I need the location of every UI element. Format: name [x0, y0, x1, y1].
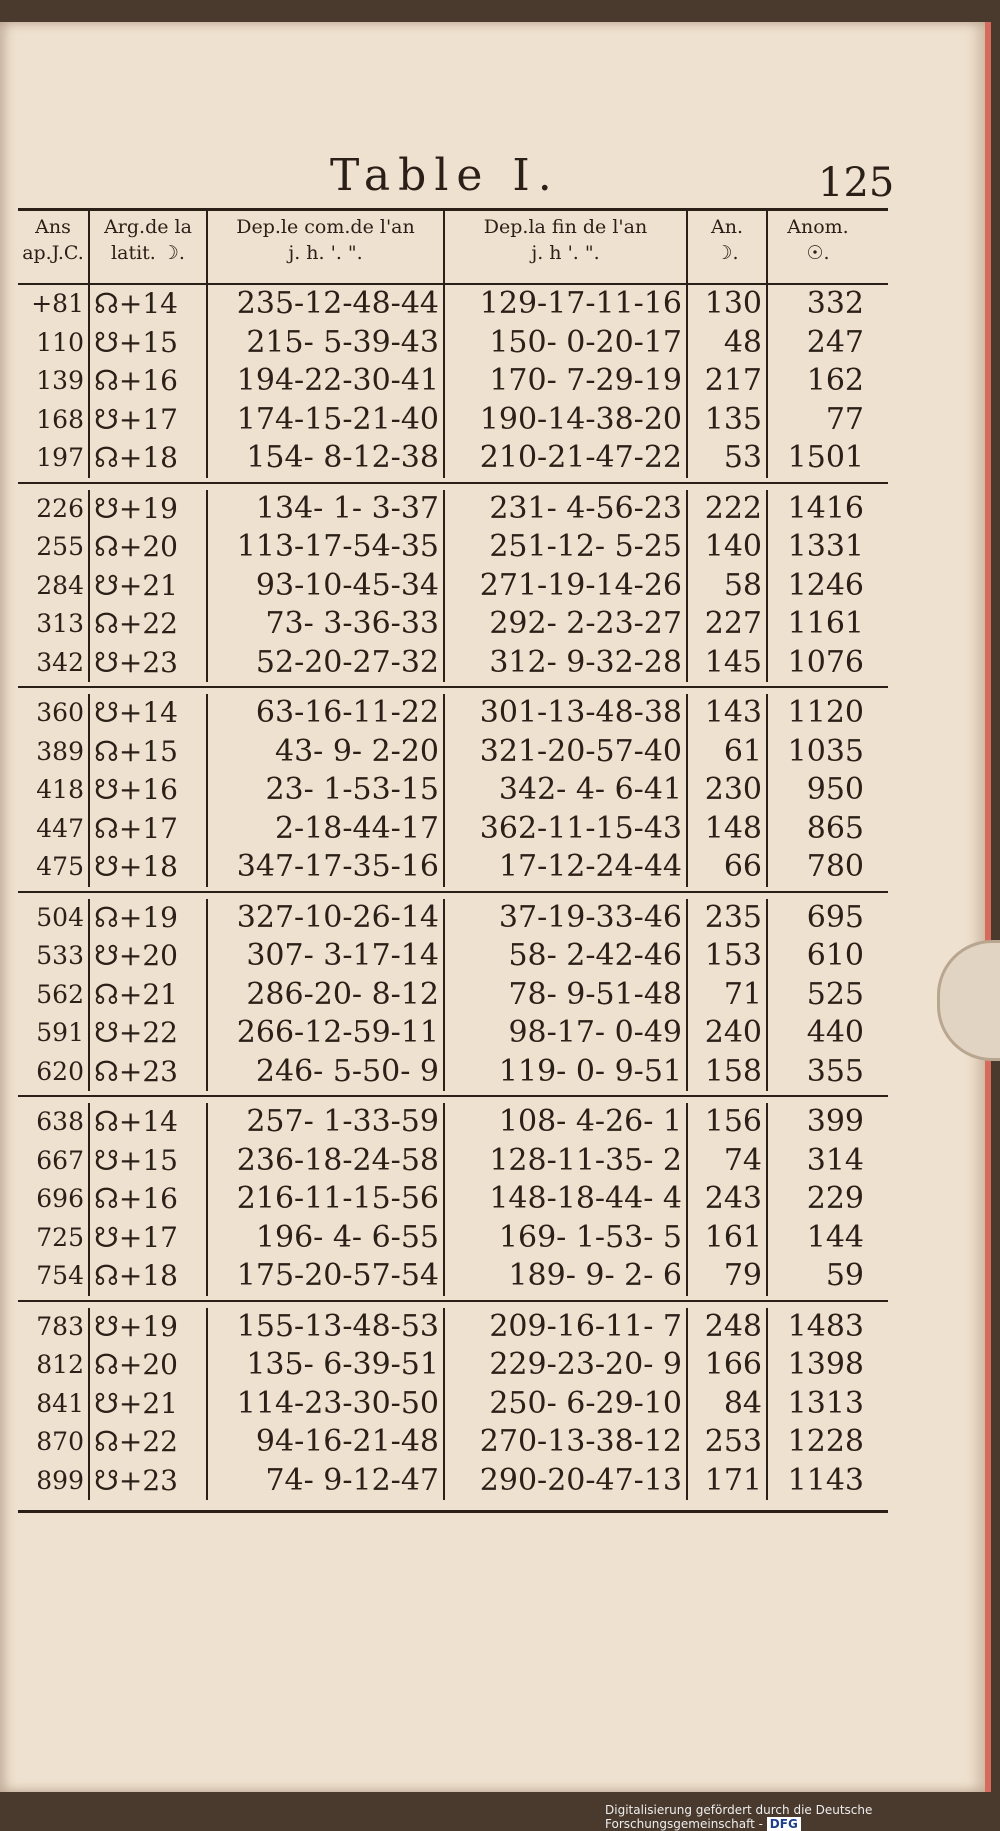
table-cell: 74- 9-12-47 — [208, 1462, 445, 1501]
table-cell: 255 — [18, 528, 90, 567]
table-cell: 1076 — [787, 644, 864, 680]
table-cell: 865 — [806, 810, 864, 846]
table-cell: 695 — [806, 899, 864, 935]
table-row — [18, 1053, 888, 1092]
table-cell: 162 — [806, 363, 864, 398]
table-body — [18, 285, 888, 1504]
table-cell: 235 — [688, 899, 768, 938]
table-row — [18, 1308, 888, 1347]
table-cell: 290-20-47-13 — [445, 1462, 688, 1501]
table-cell: 98-17- 0-49 — [445, 1014, 688, 1053]
table-cell: 226 — [18, 490, 90, 529]
table-row — [18, 605, 888, 644]
table-cell: 307- 3-17-14 — [208, 937, 445, 976]
table-cell: 135 — [688, 401, 768, 440]
table-cell: 63-16-11-22 — [208, 694, 445, 733]
row-group — [18, 490, 888, 689]
table-cell: ☊+23 — [90, 1053, 208, 1092]
table-row — [18, 1462, 888, 1501]
table-cell: 591 — [18, 1014, 90, 1053]
row-group — [18, 1103, 888, 1302]
table-cell: 135- 6-39-51 — [208, 1346, 445, 1385]
page-number: 125 — [818, 160, 895, 206]
table-cell: 169- 1-53- 5 — [445, 1219, 688, 1258]
table-cell: 610 — [806, 938, 864, 973]
table-cell: 145 — [688, 644, 768, 683]
table-cell: 286-20- 8-12 — [208, 976, 445, 1015]
table-cell: ☋+19 — [90, 1308, 208, 1347]
table-cell: 313 — [18, 605, 90, 644]
table-cell: 1331 — [787, 529, 864, 564]
row-group — [18, 694, 888, 893]
footer-text: Digitalisierung gefördert durch die Deutsche Forschungsgemeinschaft - — [605, 1803, 873, 1831]
table-cell: 93-10-45-34 — [208, 567, 445, 606]
table-cell: 52-20-27-32 — [208, 644, 445, 683]
table-cell: 1483 — [787, 1308, 864, 1344]
dfg-logo: DFG — [767, 1817, 801, 1831]
table-row — [18, 733, 888, 772]
table-cell: 235-12-48-44 — [208, 285, 445, 324]
table-cell: 950 — [806, 772, 864, 807]
table-cell: ☊+14 — [90, 285, 208, 324]
table-cell: 84 — [688, 1385, 768, 1424]
table-cell: 71 — [688, 976, 768, 1015]
table-cell: 190-14-38-20 — [445, 401, 688, 440]
table-cell: 1501 — [787, 440, 864, 475]
table-cell: 74 — [688, 1142, 768, 1181]
row-group — [18, 899, 888, 1098]
column-header-0: Ans ap.J.C. — [18, 211, 90, 283]
row-group — [18, 1308, 888, 1505]
table-cell: 562 — [18, 976, 90, 1015]
table-cell: 189- 9- 2- 6 — [445, 1257, 688, 1296]
table-cell: 48 — [688, 324, 768, 363]
table-cell: 362-11-15-43 — [445, 810, 688, 849]
row-group — [18, 285, 888, 484]
table-cell: 342 — [18, 644, 90, 683]
table-cell: 783 — [18, 1308, 90, 1347]
table-cell: 144 — [806, 1219, 864, 1255]
table-cell: 171 — [688, 1462, 768, 1501]
table-row — [18, 490, 888, 529]
table-cell: 447 — [18, 810, 90, 849]
table-cell: 292- 2-23-27 — [445, 605, 688, 644]
table-cell: 899 — [18, 1462, 90, 1501]
table-row — [18, 1103, 888, 1142]
table-cell: 620 — [18, 1053, 90, 1092]
table-cell: 667 — [18, 1142, 90, 1181]
table-cell: 37-19-33-46 — [445, 899, 688, 938]
table-cell: 229 — [806, 1181, 864, 1216]
table-cell: 231- 4-56-23 — [445, 490, 688, 529]
table-cell: 1035 — [787, 733, 864, 769]
table-row — [18, 1346, 888, 1385]
table-cell: 1398 — [787, 1347, 864, 1382]
table-cell: 210-21-47-22 — [445, 439, 688, 478]
table-cell: ☊+19 — [90, 899, 208, 938]
table-cell: 119- 0- 9-51 — [445, 1053, 688, 1092]
table-cell: 154- 8-12-38 — [208, 439, 445, 478]
column-header-5: Anom. ☉. — [787, 216, 849, 264]
table-cell: 1246 — [787, 567, 864, 603]
table-cell: ☋+14 — [90, 694, 208, 733]
table-cell: 246- 5-50- 9 — [208, 1053, 445, 1092]
table-row — [18, 1385, 888, 1424]
table-cell: 153 — [688, 937, 768, 976]
table-row — [18, 810, 888, 849]
table-cell: 418 — [18, 771, 90, 810]
table-cell: 1313 — [787, 1385, 864, 1421]
column-header-2: Dep.le com.de l'an j. h. '. ". — [208, 211, 445, 283]
table-cell: 227 — [688, 605, 768, 644]
table-cell: 61 — [688, 733, 768, 772]
table-cell: 314 — [806, 1142, 864, 1178]
table-cell: 73- 3-36-33 — [208, 605, 445, 644]
table-row — [18, 1423, 888, 1462]
table-cell: 332 — [806, 286, 864, 321]
table-cell: 66 — [688, 848, 768, 887]
table-cell: 216-11-15-56 — [208, 1180, 445, 1219]
table-cell: ☋+20 — [90, 937, 208, 976]
table-cell: 271-19-14-26 — [445, 567, 688, 606]
table-row — [18, 362, 888, 401]
table-cell: 360 — [18, 694, 90, 733]
table-cell: 53 — [688, 439, 768, 478]
table-cell: 1161 — [787, 606, 864, 641]
table-cell: 236-18-24-58 — [208, 1142, 445, 1181]
table-cell: 355 — [806, 1053, 864, 1089]
table-cell: 1120 — [787, 695, 864, 730]
table-cell: 504 — [18, 899, 90, 938]
table-cell: 166 — [688, 1346, 768, 1385]
table-cell: 17-12-24-44 — [445, 848, 688, 887]
table-cell: 230 — [688, 771, 768, 810]
table-row — [18, 324, 888, 363]
table-cell: ☊+22 — [90, 1423, 208, 1462]
table-cell: ☋+22 — [90, 1014, 208, 1053]
table-cell: 113-17-54-35 — [208, 528, 445, 567]
table-cell: 23- 1-53-15 — [208, 771, 445, 810]
table-cell: 78- 9-51-48 — [445, 976, 688, 1015]
table-cell: 58- 2-42-46 — [445, 937, 688, 976]
table-cell: 347-17-35-16 — [208, 848, 445, 887]
table-cell: ☊+14 — [90, 1103, 208, 1142]
table-cell: 321-20-57-40 — [445, 733, 688, 772]
table-cell: 253 — [688, 1423, 768, 1462]
table-cell: 215- 5-39-43 — [208, 324, 445, 363]
table-row — [18, 937, 888, 976]
table-cell: ☋+18 — [90, 848, 208, 887]
table-cell: ☊+20 — [90, 528, 208, 567]
table-cell: ☊+22 — [90, 605, 208, 644]
table-cell: 108- 4-26- 1 — [445, 1103, 688, 1142]
table-cell: 284 — [18, 567, 90, 606]
table-cell: 229-23-20- 9 — [445, 1346, 688, 1385]
table-cell: 156 — [688, 1103, 768, 1142]
table-row — [18, 567, 888, 606]
table-header-row — [18, 211, 888, 285]
table-cell: 161 — [688, 1219, 768, 1258]
table-cell: 475 — [18, 848, 90, 887]
table-cell: 1416 — [787, 490, 864, 526]
table-cell: 270-13-38-12 — [445, 1423, 688, 1462]
table-row — [18, 848, 888, 887]
table-cell: 148-18-44- 4 — [445, 1180, 688, 1219]
table-cell: 257- 1-33-59 — [208, 1103, 445, 1142]
table-cell: 170- 7-29-19 — [445, 362, 688, 401]
table-row — [18, 694, 888, 733]
page-title: Table I. — [330, 150, 560, 201]
table-cell: 222 — [688, 490, 768, 529]
table-cell: ☋+21 — [90, 567, 208, 606]
table-cell: ☋+23 — [90, 1462, 208, 1501]
table-cell: 217 — [688, 362, 768, 401]
table-cell: ☊+20 — [90, 1346, 208, 1385]
table-cell: 196- 4- 6-55 — [208, 1219, 445, 1258]
table-cell: 143 — [688, 694, 768, 733]
table-cell: 94-16-21-48 — [208, 1423, 445, 1462]
table-cell: 77 — [825, 401, 864, 437]
table-cell: ☊+17 — [90, 810, 208, 849]
table-cell: 128-11-35- 2 — [445, 1142, 688, 1181]
table-cell: 870 — [18, 1423, 90, 1462]
table-cell: ☊+18 — [90, 439, 208, 478]
column-header-1: Arg.de la latit. ☽. — [90, 211, 208, 283]
table-cell: 43- 9- 2-20 — [208, 733, 445, 772]
table-cell: 266-12-59-11 — [208, 1014, 445, 1053]
table-cell: 440 — [806, 1015, 864, 1050]
table-cell: 327-10-26-14 — [208, 899, 445, 938]
table-cell: ☊+16 — [90, 1180, 208, 1219]
digitization-footer — [605, 1803, 1000, 1831]
table-cell: 312- 9-32-28 — [445, 644, 688, 683]
table-cell: ☋+15 — [90, 1142, 208, 1181]
table-cell: 533 — [18, 937, 90, 976]
table-cell: 2-18-44-17 — [208, 810, 445, 849]
table-cell: 110 — [18, 324, 90, 363]
table-cell: 175-20-57-54 — [208, 1257, 445, 1296]
table-cell: 301-13-48-38 — [445, 694, 688, 733]
table-cell: 209-16-11- 7 — [445, 1308, 688, 1347]
table-cell: 247 — [806, 324, 864, 360]
table-cell: 150- 0-20-17 — [445, 324, 688, 363]
table-row — [18, 1180, 888, 1219]
table-cell: ☊+15 — [90, 733, 208, 772]
table-row — [18, 528, 888, 567]
table-cell: 139 — [18, 362, 90, 401]
table-cell: 174-15-21-40 — [208, 401, 445, 440]
table-row — [18, 899, 888, 938]
table-cell: ☊+16 — [90, 362, 208, 401]
table-row — [18, 644, 888, 683]
page-header — [0, 150, 1000, 210]
table-row — [18, 976, 888, 1015]
table-cell: 148 — [688, 810, 768, 849]
table-row — [18, 439, 888, 478]
table-cell: 243 — [688, 1180, 768, 1219]
table-cell: 130 — [688, 285, 768, 324]
table-cell: ☋+17 — [90, 401, 208, 440]
table-cell: ☊+21 — [90, 976, 208, 1015]
astronomical-table — [18, 208, 888, 1513]
table-cell: ☋+17 — [90, 1219, 208, 1258]
table-cell: 399 — [806, 1104, 864, 1139]
table-cell: 342- 4- 6-41 — [445, 771, 688, 810]
table-cell: 638 — [18, 1103, 90, 1142]
table-row — [18, 401, 888, 440]
table-row — [18, 1257, 888, 1296]
table-cell: 754 — [18, 1257, 90, 1296]
table-cell: 129-17-11-16 — [445, 285, 688, 324]
table-cell: 725 — [18, 1219, 90, 1258]
table-cell: ☋+16 — [90, 771, 208, 810]
table-row — [18, 1142, 888, 1181]
table-cell: ☊+18 — [90, 1257, 208, 1296]
table-cell: 240 — [688, 1014, 768, 1053]
table-row — [18, 771, 888, 810]
table-cell: 812 — [18, 1346, 90, 1385]
table-cell: 250- 6-29-10 — [445, 1385, 688, 1424]
table-cell: 194-22-30-41 — [208, 362, 445, 401]
table-row — [18, 285, 888, 324]
table-cell: 114-23-30-50 — [208, 1385, 445, 1424]
table-cell: 1228 — [787, 1424, 864, 1459]
table-cell: 525 — [806, 976, 864, 1012]
table-row — [18, 1014, 888, 1053]
table-cell: ☋+21 — [90, 1385, 208, 1424]
table-row — [18, 1219, 888, 1258]
table-cell: 59 — [825, 1258, 864, 1293]
column-header-3: Dep.la fin de l'an j. h '. ". — [445, 211, 688, 283]
column-header-4: An. ☽. — [688, 211, 768, 283]
table-cell: 168 — [18, 401, 90, 440]
table-cell: 197 — [18, 439, 90, 478]
table-cell: 58 — [688, 567, 768, 606]
table-cell: 158 — [688, 1053, 768, 1092]
table-cell: 248 — [688, 1308, 768, 1347]
table-cell: 1143 — [787, 1462, 864, 1498]
table-cell: ☋+15 — [90, 324, 208, 363]
table-cell: +81 — [18, 285, 90, 324]
table-cell: 134- 1- 3-37 — [208, 490, 445, 529]
table-cell: ☋+23 — [90, 644, 208, 683]
table-cell: ☋+19 — [90, 490, 208, 529]
table-cell: 155-13-48-53 — [208, 1308, 445, 1347]
table-cell: 696 — [18, 1180, 90, 1219]
table-cell: 140 — [688, 528, 768, 567]
table-cell: 780 — [806, 849, 864, 884]
table-cell: 389 — [18, 733, 90, 772]
table-cell: 841 — [18, 1385, 90, 1424]
table-cell: 251-12- 5-25 — [445, 528, 688, 567]
table-cell: 79 — [688, 1257, 768, 1296]
